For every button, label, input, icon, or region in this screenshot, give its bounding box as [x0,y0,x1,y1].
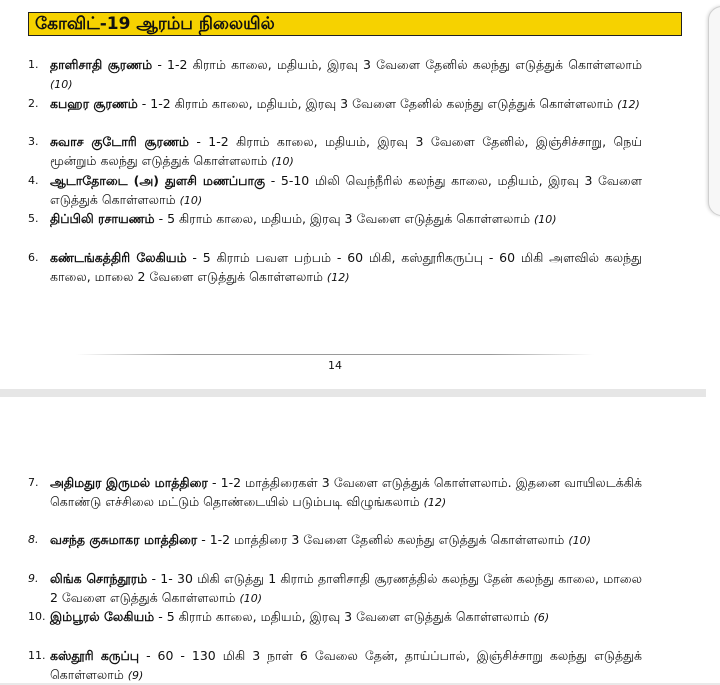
item-number: 6. [28,251,39,264]
item-reference: (10) [568,534,591,547]
list-item [28,55,642,94]
item-text: - 1-2 கிராம் காலை, மதியம், இரவு 3 வேளை தேனில் கலந்து எடுத்துக் கொள்ளலாம் [152,57,643,72]
item-name: ஆடாதோடை (அ) துளசி மணப்பாகு [50,173,266,188]
item-reference: (9) [127,669,144,682]
item-reference: (10) [271,155,294,168]
item-reference: (10) [239,592,263,605]
item-number: 2. [28,97,39,110]
page-number: 14 [328,359,342,372]
item-name: லிங்க சொந்தூரம் [50,571,148,586]
item-reference: (10) [533,213,557,226]
list-item [28,569,642,608]
item-number: 8. [28,533,39,546]
item-number: 11. [28,649,46,662]
item-text: - 1-2 மாத்திரை 3 வேளை தேனில் கலந்து எடுத்துக் கொள்ளலாம் [197,532,569,547]
item-name: தாளிசாதி சூரணம் [50,57,153,72]
page-divider [76,354,594,355]
item-text: - 5 கிராம் காலை, மதியம், இரவு 3 வேளை எடுத்துக் கொள்ளலாம் [154,609,534,624]
item-name: அதிமதுர இருமல் மாத்திரை [50,475,208,490]
list-item [28,473,642,512]
item-number: 7. [28,476,39,489]
item-reference: (12) [326,271,350,284]
item-number: 3. [28,135,39,148]
item-name: திப்பிலி ரசாயணம் [50,211,155,226]
item-name: கண்டங்கத்திரி லேகியம் [50,250,187,265]
page-gap [0,389,720,397]
item-reference: (12) [423,496,447,509]
item-text: - 1-2 கிராம் காலை, மதியம், இரவு 3 வேளை தேனில், இஞ்சிச்சாறு, நெய் மூன்றும் கலந்து எடுத்துக் கொள்ளலாம் [50,134,642,168]
item-number: 9. [28,572,39,585]
item-reference: (12) [617,98,640,111]
item-name: கஸ்தூரி கருப்பு [50,648,140,663]
item-text: - 1-2 கிராம் காலை, மதியம், இரவு 3 வேளை தேனில் கலந்து எடுத்துக் கொள்ளலாம் [137,96,618,111]
item-text: - 60 - 130 மிகி 3 நாள் 6 வேலை தேன், தாய்ப்பால், இஞ்சிச்சாறு கலந்து எடுத்துக் கொள்ளலாம் [50,648,642,682]
item-number: 1. [28,58,39,71]
item-name: கபஹர சூரணம் [50,96,138,111]
item-number: 10. [28,610,46,623]
item-text: - 5 கிராம் பவள பற்பம் - 60 மிகி, கஸ்தூரிகருப்பு - 60 மிகி அளவில் கலந்து காலை, மாலை 2 வேளை எடுத்துக் கொள்ளலாம் [50,250,642,284]
list-item [28,646,642,685]
item-name: இம்பூரல் லேகியம் [50,609,155,624]
list-item [28,530,642,550]
list-item [28,248,642,287]
list-item [28,607,642,627]
item-name: சுவாச குடோரி சூரணம் [50,134,189,149]
document-page-2 [0,397,706,683]
item-number: 4. [28,174,39,187]
item-reference: (6) [533,611,550,624]
list-item [28,94,642,114]
side-panel-handle[interactable] [708,6,720,216]
item-reference: (10) [179,194,203,207]
list-item [28,209,642,229]
item-text: - 5 கிராம் காலை, மதியம், இரவு 3 வேளை எடுத்துக் கொள்ளலாம் [154,211,534,226]
section-heading: கோவிட்-19 ஆரம்ப நிலையில் [28,12,682,36]
item-number: 5. [28,212,39,225]
item-name: வசந்த குசுமாகர மாத்திரை [50,532,198,547]
item-text: - 1-2 மாத்திரைகள் 3 வேளை எடுத்துக் கொள்ளலாம். இதனை வாயிலடக்கிக் கொண்டு எச்சிலை மட்டும் தொண்டையில் படும்படி விழுங்கலாம் [50,475,642,509]
item-reference: (10) [50,78,73,91]
item-text: - 1- 30 மிகி எடுத்து 1 கிராம் தாளிசாதி சூரணத்தில் கலந்து தேன் கலந்து காலை, மாலை 2 வேளை எடுத்துக் கொள்ளலாம் [50,571,643,605]
item-text: - 5-10 மிலி வெந்நீரில் கலந்து காலை, மதியம், இரவு 3 வேளை எடுத்துக் கொள்ளலாம் [50,173,642,207]
list-item [28,132,642,171]
list-item [28,171,642,210]
